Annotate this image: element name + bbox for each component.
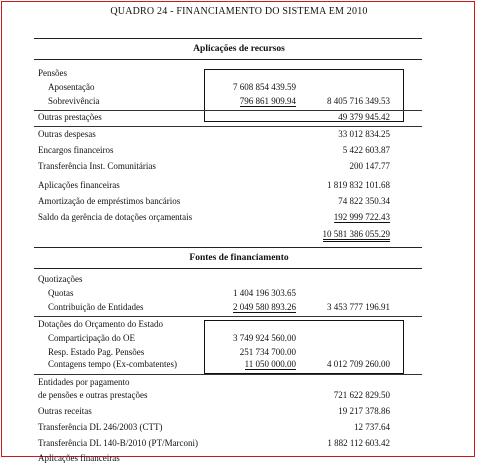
row-value-total: 721 622 829.50 bbox=[333, 390, 390, 400]
table-title: QUADRO 24 - FINANCIAMENTO DO SISTEMA EM 2010 bbox=[110, 6, 368, 17]
rule-under-heading-2 bbox=[34, 268, 422, 269]
row-value-partial: 11 050 000.00 bbox=[244, 359, 296, 369]
rule-top bbox=[34, 38, 422, 39]
table-row bbox=[2, 96, 476, 110]
table-row bbox=[2, 422, 476, 436]
row-label: Entidades por pagamento bbox=[38, 377, 130, 387]
row-label: Resp. Estado Pag. Pensões bbox=[48, 347, 145, 357]
grand-total-applications: 10 581 386 055.29 bbox=[323, 229, 391, 242]
row-label: Aposentação bbox=[48, 82, 95, 92]
table-row-total bbox=[2, 229, 476, 243]
row-value-total: 5 422 603.87 bbox=[342, 145, 390, 155]
table-row bbox=[2, 319, 476, 333]
rule-row bbox=[34, 374, 422, 375]
row-label: Outras receitas bbox=[38, 406, 92, 416]
row-label: Aplicações financeiras bbox=[38, 453, 120, 463]
table-row bbox=[2, 302, 476, 316]
row-label: Comparticipação do OE bbox=[48, 333, 135, 343]
row-label: Sobrevivência bbox=[48, 96, 100, 106]
row-label: Amortização de empréstimos bancários bbox=[38, 196, 181, 206]
table-row bbox=[2, 161, 476, 175]
table-row bbox=[2, 359, 476, 373]
row-label: Outras prestações bbox=[38, 112, 102, 122]
row-value-total: 12 737.64 bbox=[354, 422, 390, 432]
table-row bbox=[2, 390, 476, 404]
row-value-total: 33 012 834.25 bbox=[338, 129, 390, 139]
row-label: Transferência Inst. Comunitárias bbox=[38, 161, 156, 171]
row-label: Transferência DL 246/2003 (CTT) bbox=[38, 422, 163, 432]
row-value-total: 19 217 378.86 bbox=[338, 406, 390, 416]
row-label: Transferência DL 140-B/2010 (PT/Marconi) bbox=[38, 438, 199, 448]
table-row bbox=[2, 196, 476, 210]
row-label: Pensões bbox=[38, 68, 67, 78]
section-heading-aplicacoes: Aplicações de recursos bbox=[193, 44, 285, 54]
document-frame bbox=[1, 1, 475, 463]
table-row bbox=[2, 274, 476, 288]
table-row bbox=[2, 68, 476, 82]
row-label: Encargos financeiros bbox=[38, 145, 114, 155]
table-row bbox=[2, 145, 476, 159]
table-row bbox=[2, 406, 476, 420]
table-row bbox=[2, 82, 476, 96]
rule-section-2 bbox=[34, 247, 422, 248]
table-row bbox=[2, 333, 476, 347]
row-value-total: 200 147.77 bbox=[349, 161, 390, 171]
row-value-total: 192 999 722.43 bbox=[333, 212, 390, 222]
row-value-total: 4 012 709 260.00 bbox=[327, 359, 390, 369]
row-value-partial: 2 049 580 893.26 bbox=[233, 302, 296, 312]
table-row bbox=[2, 212, 476, 226]
row-label: Dotações do Orçamento do Estado bbox=[38, 319, 163, 329]
rule-under-heading-1 bbox=[34, 59, 422, 60]
section-heading-fontes: Fontes de financiamento bbox=[189, 253, 289, 263]
row-value-partial: 3 749 924 560.00 bbox=[233, 333, 296, 343]
table-row bbox=[2, 180, 476, 194]
table-row bbox=[2, 377, 476, 391]
row-value-partial: 796 861 909.94 bbox=[239, 96, 296, 106]
row-value-partial: 251 734 700.00 bbox=[239, 347, 296, 357]
table-row bbox=[2, 438, 476, 452]
row-value-total: 49 379 945.42 bbox=[338, 112, 390, 122]
row-value-total: 74 822 350.34 bbox=[338, 196, 390, 206]
row-label: Quotizações bbox=[38, 274, 83, 284]
row-value-partial: 7 608 854 439.59 bbox=[233, 82, 296, 92]
row-label: Outras despesas bbox=[38, 129, 96, 139]
row-value-partial: 1 404 196 303.65 bbox=[233, 288, 296, 298]
document-page bbox=[2, 2, 476, 463]
row-label: Aplicações financeiras bbox=[38, 180, 120, 190]
row-value-total: 8 405 716 349.53 bbox=[327, 96, 390, 106]
table-row-cut bbox=[2, 453, 476, 467]
table-row bbox=[2, 112, 476, 126]
row-value-total: 1 882 112 603.42 bbox=[327, 438, 390, 448]
rule-row bbox=[34, 110, 422, 111]
rule-row bbox=[34, 126, 422, 127]
row-label: Contagens tempo (Ex-combatentes) bbox=[48, 359, 177, 369]
table-row bbox=[2, 288, 476, 302]
row-label: Contribuição de Entidades bbox=[48, 302, 144, 312]
rule-row bbox=[34, 316, 422, 317]
row-value-total: 3 453 777 196.91 bbox=[327, 302, 390, 312]
row-label: Quotas bbox=[48, 288, 74, 298]
row-value-total: 1 819 832 101.68 bbox=[327, 180, 390, 190]
row-label: Saldo da gerência de dotações orçamentais bbox=[38, 212, 193, 222]
row-label: de pensões e outras prestações bbox=[38, 390, 148, 400]
table-row bbox=[2, 129, 476, 143]
